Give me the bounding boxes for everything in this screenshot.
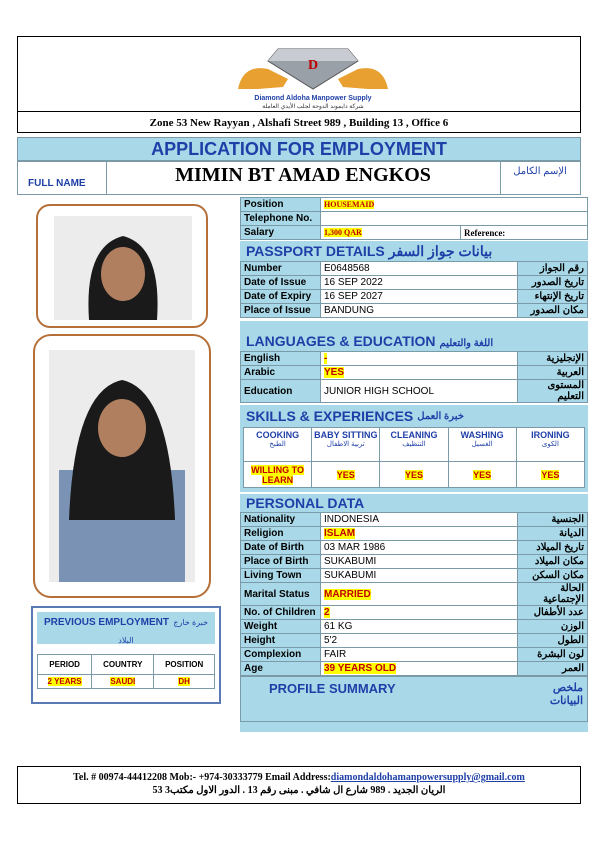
- previous-employment-title: PREVIOUS EMPLOYMENT: [43, 617, 169, 628]
- personal-label: Age: [241, 662, 321, 676]
- language-label-ar: الإنجليزية: [518, 352, 588, 366]
- language-label-ar: العربية: [518, 366, 588, 380]
- prev-period: 2 YEARS: [47, 677, 82, 686]
- personal-label-ar: تاريخ الميلاد: [518, 541, 588, 555]
- personal-label: Nationality: [241, 513, 321, 527]
- footer-address-ar: 53 الريان الجديد . 989 شارع ال شافي . مبنى رقم 13 . الدور الاول مكتب3: [152, 785, 446, 796]
- languages-title: LANGUAGES & EDUCATION: [246, 333, 436, 349]
- personal-row: [241, 541, 588, 555]
- full-name-label: FULL NAME: [28, 178, 86, 189]
- prev-country: SAUDI: [110, 677, 136, 686]
- languages-section-title: [240, 321, 588, 351]
- personal-label-ar: مكان الميلاد: [518, 555, 588, 569]
- personal-row: [241, 662, 588, 676]
- page-title: APPLICATION FOR EMPLOYMENT: [151, 139, 447, 159]
- svg-text:D: D: [307, 58, 319, 73]
- language-label: Education: [241, 380, 321, 403]
- personal-value: 39 YEARS OLD: [324, 663, 397, 674]
- photo-frame-large: [33, 334, 211, 598]
- passport-value: BANDUNG: [324, 305, 375, 316]
- personal-label: Date of Birth: [241, 541, 321, 555]
- personal-table: [240, 512, 588, 676]
- previous-employment-title-ar: خبرة خارج البلاد: [118, 618, 209, 645]
- skill-name: WASHING: [460, 430, 504, 440]
- personal-value: SUKABUMI: [324, 570, 377, 581]
- passport-row: [241, 262, 588, 276]
- personal-value: INDONESIA: [324, 514, 380, 525]
- personal-label: Living Town: [241, 569, 321, 583]
- personal-value: FAIR: [324, 649, 347, 660]
- passport-label: Place of Issue: [241, 304, 321, 318]
- personal-label: Complexion: [241, 648, 321, 662]
- language-row: [241, 352, 588, 366]
- personal-label-ar: العمر: [518, 662, 588, 676]
- passport-title: PASSPORT DETAILS: [246, 243, 385, 259]
- personal-label: Place of Birth: [241, 555, 321, 569]
- skill-value: YES: [336, 469, 355, 480]
- previous-employment-table: [37, 654, 215, 689]
- prev-position: DH: [178, 677, 190, 686]
- passport-label: Date of Issue: [241, 276, 321, 290]
- skill-value: YES: [473, 469, 492, 480]
- reference-label: Reference:: [461, 226, 588, 240]
- language-value: JUNIOR HIGH SCHOOL: [324, 385, 435, 397]
- personal-label-ar: الحالة الإجتماعية: [518, 583, 588, 606]
- personal-row: [241, 527, 588, 541]
- prev-header-country: COUNTRY: [92, 655, 154, 675]
- passport-value: 16 SEP 2022: [324, 277, 383, 288]
- skill-header: [516, 428, 584, 462]
- passport-label-ar: تاريخ الإنتهاء: [518, 290, 588, 304]
- personal-row: [241, 555, 588, 569]
- footer-contact: Tel. # 00974-44412208 Mob:- +974-30333779 Email Address:: [73, 772, 331, 783]
- language-label-ar: المستوى التعليم: [518, 380, 588, 403]
- personal-label: Weight: [241, 620, 321, 634]
- company-address: Zone 53 New Rayyan , Alshafi Street 989 , Building 13 , Office 6: [18, 111, 580, 133]
- skill-header: [448, 428, 516, 462]
- passport-label-ar: مكان الصدور: [518, 304, 588, 318]
- personal-label: No. of Children: [241, 606, 321, 620]
- skill-name: CLEANING: [390, 430, 438, 440]
- profile-summary-box: [240, 676, 588, 722]
- company-name-ar: شركة دايموند الدوحة لجلب الأيدي العاملة: [262, 104, 364, 110]
- passport-value: 16 SEP 2027: [324, 291, 383, 302]
- personal-label: Height: [241, 634, 321, 648]
- profile-summary-title: PROFILE SUMMARY: [269, 681, 396, 696]
- personal-label-ar: مكان السكن: [518, 569, 588, 583]
- personal-label-ar: الديانة: [518, 527, 588, 541]
- personal-label: Marital Status: [241, 583, 321, 606]
- skill-name-ar: تربية الاطفال: [326, 441, 365, 448]
- language-row: [241, 380, 588, 403]
- passport-row: [241, 276, 588, 290]
- personal-row: [241, 569, 588, 583]
- passport-table: [240, 261, 588, 318]
- passport-row: [241, 304, 588, 318]
- personal-value: ISLAM: [324, 528, 356, 539]
- personal-value: 03 MAR 1986: [324, 542, 386, 553]
- passport-row: [241, 290, 588, 304]
- telephone-label: Telephone No.: [241, 212, 321, 226]
- skills-title: SKILLS & EXPERIENCES: [246, 408, 414, 424]
- personal-label-ar: الوزن: [518, 620, 588, 634]
- personal-label-ar: الجنسية: [518, 513, 588, 527]
- skill-header: [312, 428, 380, 462]
- personal-label-ar: الطول: [518, 634, 588, 648]
- header-box: [17, 36, 581, 133]
- personal-section-title: [240, 494, 588, 512]
- languages-table: [240, 351, 588, 403]
- personal-value: SUKABUMI: [324, 556, 377, 567]
- personal-row: [241, 583, 588, 606]
- previous-employment-header: [37, 612, 215, 644]
- personal-value: 61 KG: [324, 621, 353, 632]
- personal-row: [241, 620, 588, 634]
- language-label: Arabic: [241, 366, 321, 380]
- passport-title-ar: بيانات جواز السفر: [388, 242, 493, 259]
- position-table: [240, 197, 588, 240]
- personal-row: [241, 634, 588, 648]
- language-row: [241, 366, 588, 380]
- personal-label-ar: لون البشرة: [518, 648, 588, 662]
- passport-label-ar: رقم الجواز: [518, 262, 588, 276]
- applicant-photo-full: [49, 350, 195, 582]
- full-name-row: [17, 161, 581, 195]
- skill-value: YES: [404, 469, 423, 480]
- skill-value: WILLING TO LEARN: [251, 464, 304, 485]
- passport-label: Number: [241, 262, 321, 276]
- photo-frame-small: [36, 204, 208, 328]
- personal-row: [241, 606, 588, 620]
- skill-name: COOKING: [256, 430, 300, 440]
- personal-value: 5'2: [324, 635, 338, 646]
- skill-name: IRONING: [531, 430, 570, 440]
- languages-title-ar: اللغة والتعليم: [439, 338, 494, 349]
- personal-row: [241, 513, 588, 527]
- skill-name-ar: الكوى: [541, 441, 559, 448]
- position-label: Position: [241, 198, 321, 212]
- telephone-value: [321, 212, 588, 226]
- skills-section-title: [240, 405, 588, 427]
- skill-name-ar: التنظيف: [402, 441, 426, 448]
- full-name-value: MIMIN BT AMAD ENGKOS: [175, 164, 431, 186]
- language-value: -: [324, 353, 328, 364]
- skill-name: BABY SITTING: [314, 430, 378, 440]
- previous-employment-box: [31, 606, 221, 704]
- profile-summary-body: [240, 722, 588, 732]
- skill-value: YES: [541, 469, 560, 480]
- skill-name-ar: الغسيل: [471, 441, 493, 448]
- skill-header: [244, 428, 312, 462]
- applicant-photo-headshot: [54, 216, 192, 320]
- personal-row: [241, 648, 588, 662]
- personal-value: 2: [324, 607, 330, 618]
- company-logo: [228, 39, 398, 103]
- language-label: English: [241, 352, 321, 366]
- personal-label: Religion: [241, 527, 321, 541]
- prev-header-period: PERIOD: [38, 655, 92, 675]
- passport-label-ar: تاريخ الصدور: [518, 276, 588, 290]
- language-value: YES: [324, 367, 345, 378]
- skill-name-ar: الطبخ: [269, 441, 286, 448]
- details-column: [240, 197, 588, 732]
- salary-label: Salary: [241, 226, 321, 240]
- prev-header-position: POSITION: [154, 655, 215, 675]
- footer-box: [17, 766, 581, 804]
- personal-value: MARRIED: [324, 588, 371, 600]
- footer-email[interactable]: diamondaldohamanpowersupply@gmail.com: [330, 772, 525, 783]
- full-name-label-ar: الإسم الكامل: [513, 166, 567, 177]
- personal-label-ar: عدد الأطفال: [518, 606, 588, 620]
- skills-table: [243, 427, 585, 488]
- passport-section-title: [240, 241, 588, 261]
- personal-title: PERSONAL DATA: [246, 495, 365, 511]
- skill-header: [380, 428, 448, 462]
- position-value: HOUSEMAID: [324, 200, 375, 209]
- skills-table-wrap: [240, 427, 588, 492]
- page-title-bar: [17, 137, 581, 161]
- profile-summary-title-ar: ملخص البيانات: [549, 682, 583, 707]
- salary-value: 1,300 QAR: [324, 228, 362, 237]
- passport-value: E0648568: [324, 263, 370, 274]
- company-name: Diamond Aldoha Manpower Supply: [254, 95, 372, 102]
- skills-title-ar: خبرة العمل: [417, 410, 465, 422]
- passport-label: Date of Expiry: [241, 290, 321, 304]
